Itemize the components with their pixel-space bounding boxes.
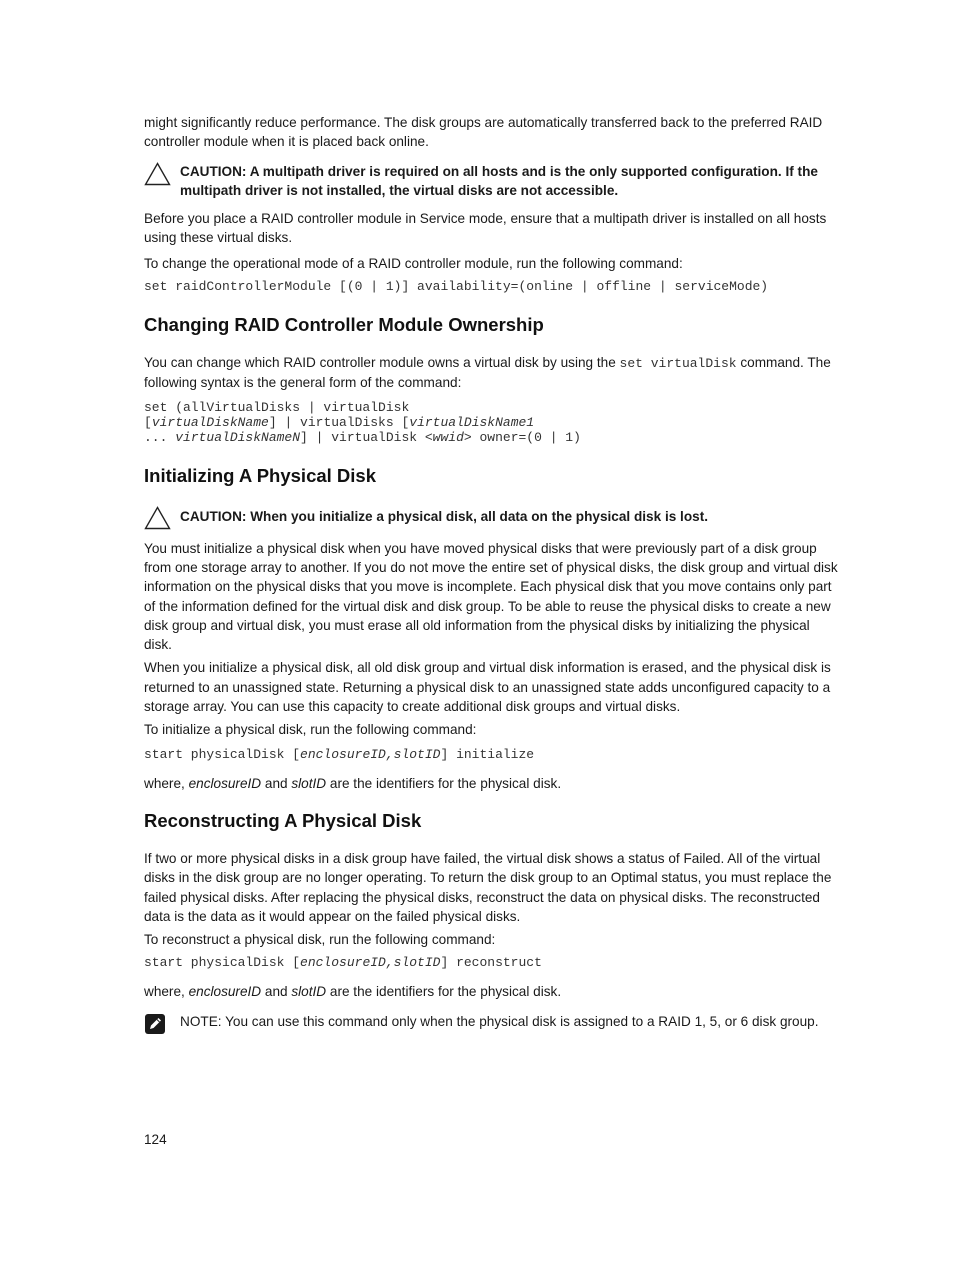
note-raid	[144, 1012, 838, 1031]
ownership-code-block: set (allVirtualDisks | virtualDisk [virtualDiskName] | virtualDisks [virtualDiskName1 ... virtualDiskNameN] | virtualDisk <wwid> owner=(0 | 1)	[144, 399, 581, 445]
caution-multipath	[144, 162, 838, 201]
reconstruct-paragraph-2: To reconstruct a physical disk, run the following command:	[144, 932, 496, 948]
initialize-paragraph-3: To initialize a physical disk, run the following command:	[144, 722, 477, 738]
initialize-paragraph-1: You must initialize a physical disk when you have moved physical disks that were previously part of a disk group from one storage array to another. If you do not move the entire set of physical disks, the disk group and virtual disk information on the physical disks that you move is incomplete. Each physical disk that you move contains only part of the information defined for the virtual disk and disk group. To be able to reuse the physical disks to create a new disk group and virtual disk, you must erase all old information from the physical disks by initializing the physical disk.	[144, 540, 838, 653]
caution-initialize	[144, 506, 838, 530]
caution-triangle-icon	[144, 162, 171, 191]
operational-mode-paragraph: To change the operational mode of a RAID controller module, run the following command:	[144, 255, 683, 271]
ownership-text: You can change which RAID controller module owns a virtual disk by using the	[144, 355, 620, 371]
command-initialize: start physicalDisk [enclosureID,slotID] initialize	[144, 746, 535, 762]
heading-reconstructing: Reconstructing A Physical Disk	[144, 809, 422, 831]
ownership-paragraph	[144, 353, 838, 393]
note-text: NOTE: You can use this command only when the physical disk is assigned to a RAID 1, 5, or 6 disk group.	[180, 1013, 819, 1029]
command-availability: set raidControllerModule [(0 | 1)] availability=(online | offline | serviceMode)	[144, 279, 769, 295]
initialize-paragraph-2: When you initialize a physical disk, all old disk group and virtual disk information is erased, and the physical disk is returned to an unassigned state. Returning a physical disk to an unassigned state adds unconfigured capacity to a storage array. You can use this capacity to create additional disk groups and virtual disks.	[144, 660, 831, 715]
caution-text: CAUTION: A multipath driver is required on all hosts and is the only supported configuration. If the multipath driver is not installed, the virtual disks are not accessible.	[180, 163, 818, 198]
note-label: NOTE:	[180, 1013, 222, 1029]
intro-continuation: might significantly reduce performance. The disk groups are automatically transferred back to the preferred RAID controller module when it is placed back online.	[144, 115, 823, 150]
ownership-text-end: command. The following syntax is the general form of the command:	[144, 355, 831, 391]
page-number: 124	[144, 1132, 167, 1147]
heading-initializing: Initializing A Physical Disk	[144, 464, 376, 486]
service-mode-paragraph: Before you place a RAID controller module in Service mode, ensure that a multipath driver is installed on all hosts using these virtual disks.	[144, 211, 827, 246]
heading-ownership: Changing RAID Controller Module Ownership	[144, 314, 544, 336]
reconstruct-where: where, enclosureID and slotID are the identifiers for the physical disk.	[144, 984, 562, 1000]
reconstruct-paragraph-1: If two or more physical disks in a disk group have failed, the virtual disk shows a status of Failed. All of the virtual disks in the disk group are no longer operating. To return the disk group to an Optimal status, you must replace the failed physical disks. After replacing the physical disks, reconstruct the data on physical disks. The reconstructed data is the data as it would appear on the failed physical disks.	[144, 850, 832, 924]
document-page	[144, 113, 838, 1031]
caution-triangle-icon	[144, 506, 171, 535]
caution-text: CAUTION: When you initialize a physical disk, all data on the physical disk is lost.	[180, 508, 709, 524]
note-pencil-icon	[144, 1013, 166, 1040]
inline-command: set virtualDisk	[619, 356, 737, 372]
command-reconstruct: start physicalDisk [enclosureID,slotID] reconstruct	[144, 955, 542, 971]
initialize-where: where, enclosureID and slotID are the identifiers for the physical disk.	[144, 775, 562, 791]
